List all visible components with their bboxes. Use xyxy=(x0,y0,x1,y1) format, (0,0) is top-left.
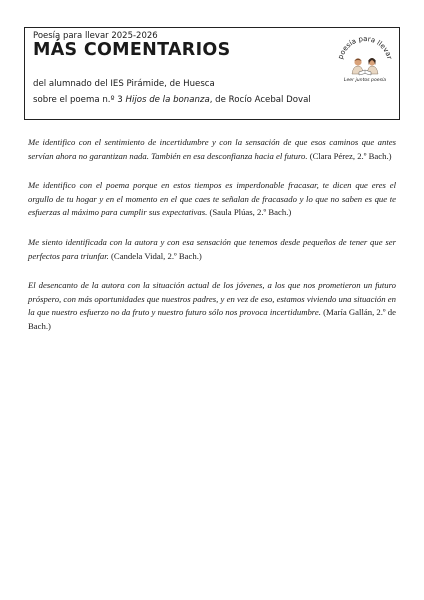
comment-paragraph xyxy=(28,179,396,220)
subtitle-prefix: sobre el poema n.º 3 xyxy=(33,95,123,105)
header-box xyxy=(24,27,400,120)
logo-tagline: Leer juntos poesía xyxy=(343,78,387,83)
comment-quote: Me identifico con el poema porque en estos tiempos es imperdonable fracasar, te dicen que eres el orgullo de tu hogar y en el momento en el que caes te señalan de fracasado y lo que no saben es que te esfuerzas al máximo para cumplir sus expectativas. xyxy=(28,180,396,218)
subtitle-line-1: del alumnado del IES Pirámide, de Huesca xyxy=(33,79,215,89)
comment-author: (Clara Pérez, 2.º Bach.) xyxy=(309,150,392,161)
comment-quote: Me identifico con el sentimiento de incertidumbre y con la sensación de que esos caminos que antes servían ahora no garantizan nada. También en esa desconfianza hacia el futuro. xyxy=(28,137,396,161)
comment-author: (María Gallán, 2.º de Bach.) xyxy=(28,307,397,331)
poem-title: Hijos de la bonanza xyxy=(125,95,210,105)
series-label: Poesía para llevar 2025-2026 xyxy=(33,31,158,41)
comments-section xyxy=(28,136,396,350)
comment-author: (Saula Plúas, 2.º Bach.) xyxy=(209,207,292,218)
comment-paragraph xyxy=(28,279,396,333)
logo-arc-text: poesía para llevar xyxy=(336,34,394,61)
subtitle-suffix: , de Rocío Acebal Doval xyxy=(209,95,311,105)
svg-text:poesía para llevar xyxy=(337,35,394,60)
two-readers-logo-icon xyxy=(336,34,394,84)
comment-paragraph xyxy=(28,136,396,163)
comment-author: (Candela Vidal, 2.º Bach.) xyxy=(111,250,202,261)
page-title: MÁS COMENTARIOS xyxy=(33,40,231,60)
comment-paragraph xyxy=(28,236,396,263)
comment-quote: El desencanto de la autora con la situación actual de los jóvenes, a los que nos prometieron un futuro próspero, con más oportunidades que nuestros padres, y en vez de eso, estamos viviendo una situación en la que nuestro esfuerzo no da fruto y nuestro futuro sólo nos provoca incertidumbre. xyxy=(28,280,396,318)
subtitle-line-2 xyxy=(33,95,311,105)
comment-quote: Me siento identificada con la autora y con esa sensación que tenemos desde pequeños de tener que ser perfectos para triunfar. xyxy=(28,236,396,261)
